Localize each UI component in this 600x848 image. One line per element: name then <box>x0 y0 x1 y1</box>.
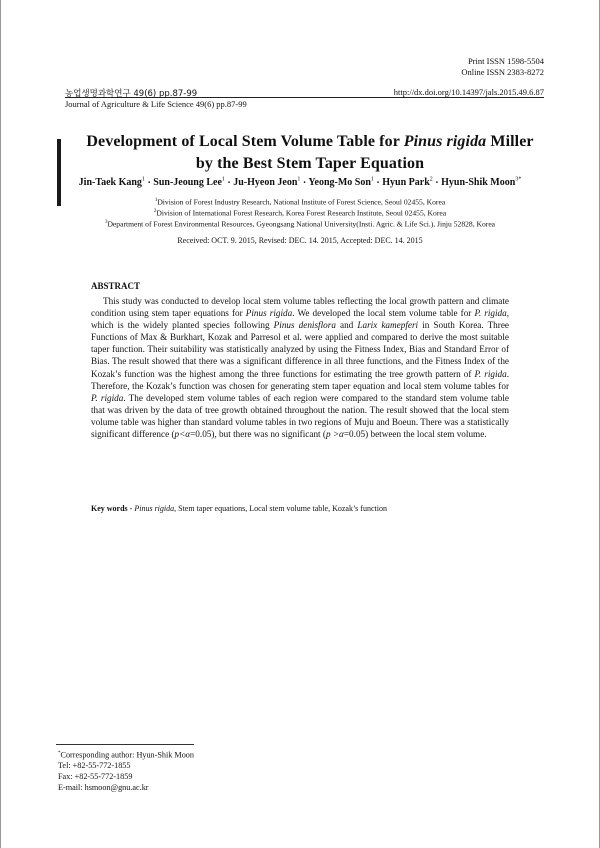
abstract-text: in South Korea. Three Functions of Max & Burkhart, Kozak and Parresol et al. were applied and compared to derive the most suitable taper function. Their suitability was statistically analyzed by using the Fitness Index, Bias and Standard Error of Bias. The result showed that there was a significant difference in all three functions, and the Fitness Index of the Kozak’s function was the highest among the three functions for estimating the tree growth pattern of <box>91 320 509 379</box>
issn-print: Print ISSN 1598-5504 <box>467 56 544 66</box>
abstract-text: This study was conducted to develop local stem volume tables reflecting the local growth pattern and climate condition using stem taper equations for <box>91 296 509 319</box>
abstract-italic-term: P. rigida <box>474 368 507 379</box>
keywords-species: Pinus rigida <box>134 504 175 513</box>
author: Yeong-Mo Son$^1$ <box>308 177 374 189</box>
doi-link[interactable]: http://dx.doi.org/10.14397/jals.2015.49.6.87 <box>393 87 544 97</box>
affiliation-1: $^1$Division of Forest Industry Research, National Institute of Forest Science, Seoul 02455, Korea <box>154 197 446 207</box>
received-dates: Received: OCT. 9. 2015, Revised: DEC. 14. 2015, Accepted: DEC. 14. 2015 <box>177 236 423 245</box>
abstract-body <box>91 295 509 440</box>
title-species: Pinus rigida <box>403 133 487 150</box>
abstract-heading: ABSTRACT <box>91 281 141 291</box>
author: Hyun-Shik Moon$^{3*}$ <box>441 177 522 189</box>
footnote-fax: Fax: +82-55-772-1859 <box>58 772 133 782</box>
footnote-tel: Tel: +82-55-772-1855 <box>58 761 131 771</box>
affiliation-3: $^3$Department of Forest Environmental Resources, Gyeongsang National University(Insti. Agric. & Life Sci.), Jinju 52828, Korea <box>104 219 496 229</box>
corresponding-author: *Corresponding author: Hyun-Shik Moon <box>58 750 194 760</box>
abstract-italic-term: P. rigida <box>91 392 124 403</box>
footnote-rule <box>56 744 194 745</box>
keywords-label: Key words <box>91 504 128 513</box>
author: Jin-Taek Kang$^1$ <box>78 177 145 189</box>
footnote <box>58 749 194 794</box>
abstract-text: and <box>335 320 358 331</box>
abstract-italic-term: Pinus rigida <box>245 308 293 319</box>
abstract-italic-term: P. rigida <box>474 308 507 319</box>
title-line-1: Development of Local Stem Volume Table for Pinus rigida Miller <box>86 133 534 150</box>
abstract-italic-term: Pinus denisflora <box>273 320 336 331</box>
issn-online: Online ISSN 2383-8272 <box>461 67 544 77</box>
abstract-italic-term: p<α <box>174 429 191 440</box>
abstract-text: , which is the widely planted species following <box>91 308 510 331</box>
abstract-text: . We developed the local stem volume table for <box>292 308 475 319</box>
author: Hyun Park$^2$ <box>382 177 433 189</box>
abstract-text: =0.05) between the local stem volume. <box>343 429 487 440</box>
affiliation-2: $^2$Division of International Forest Research, Korea Forest Research Institute, Seoul 02455, Korea <box>153 208 447 218</box>
paper-title <box>70 131 550 175</box>
abstract-text: . The developed stem volume tables of each region were compared to the standard stem volume table that was driven by the data of tree growth obtained throughout the nation. The result showed that the local stem volume table was higher than standard volume tables in two regions of Muju and Boeun. There was a statistically significant difference ( <box>91 392 510 440</box>
title-line-2: by the Best Stem Taper Equation <box>195 155 425 172</box>
author-list: Jin-Taek Kang$^1$ · Sun-Jeoung Lee$^1$ · Ju-Hyeon Jeon$^1$ · Yeong-Mo Son$^1$ · Hyun Park$^2$ · Hyun-Shik Moon$^{3*}$ <box>78 177 522 189</box>
journal-citation-korean: 농업생명과학연구 49(6) pp.87-99 <box>65 89 198 99</box>
abstract-text: =0.05), but there was no significant ( <box>190 429 326 440</box>
abstract-italic-term: Larix kamepferi <box>357 320 419 331</box>
author: Ju-Hyeon Jeon$^1$ <box>233 177 301 189</box>
journal-citation-english: Journal of Agriculture & Life Science 49(6) pp.87-99 <box>65 99 247 109</box>
abstract-italic-term: p >α <box>325 429 344 440</box>
issn-block <box>461 56 544 78</box>
footnote-email[interactable]: E-mail: hsmoon@gnu.ac.kr <box>58 782 149 792</box>
header-rule <box>65 97 544 98</box>
keywords: Key words - Pinus rigida, Stem taper equations, Local stem volume table, Kozak’s function <box>91 504 387 513</box>
abstract-text: . Therefore, the Kozak’s function was chosen for generating stem taper equation and local stem volume tables for <box>91 368 509 391</box>
author: Sun-Jeoung Lee$^1$ <box>153 177 225 189</box>
